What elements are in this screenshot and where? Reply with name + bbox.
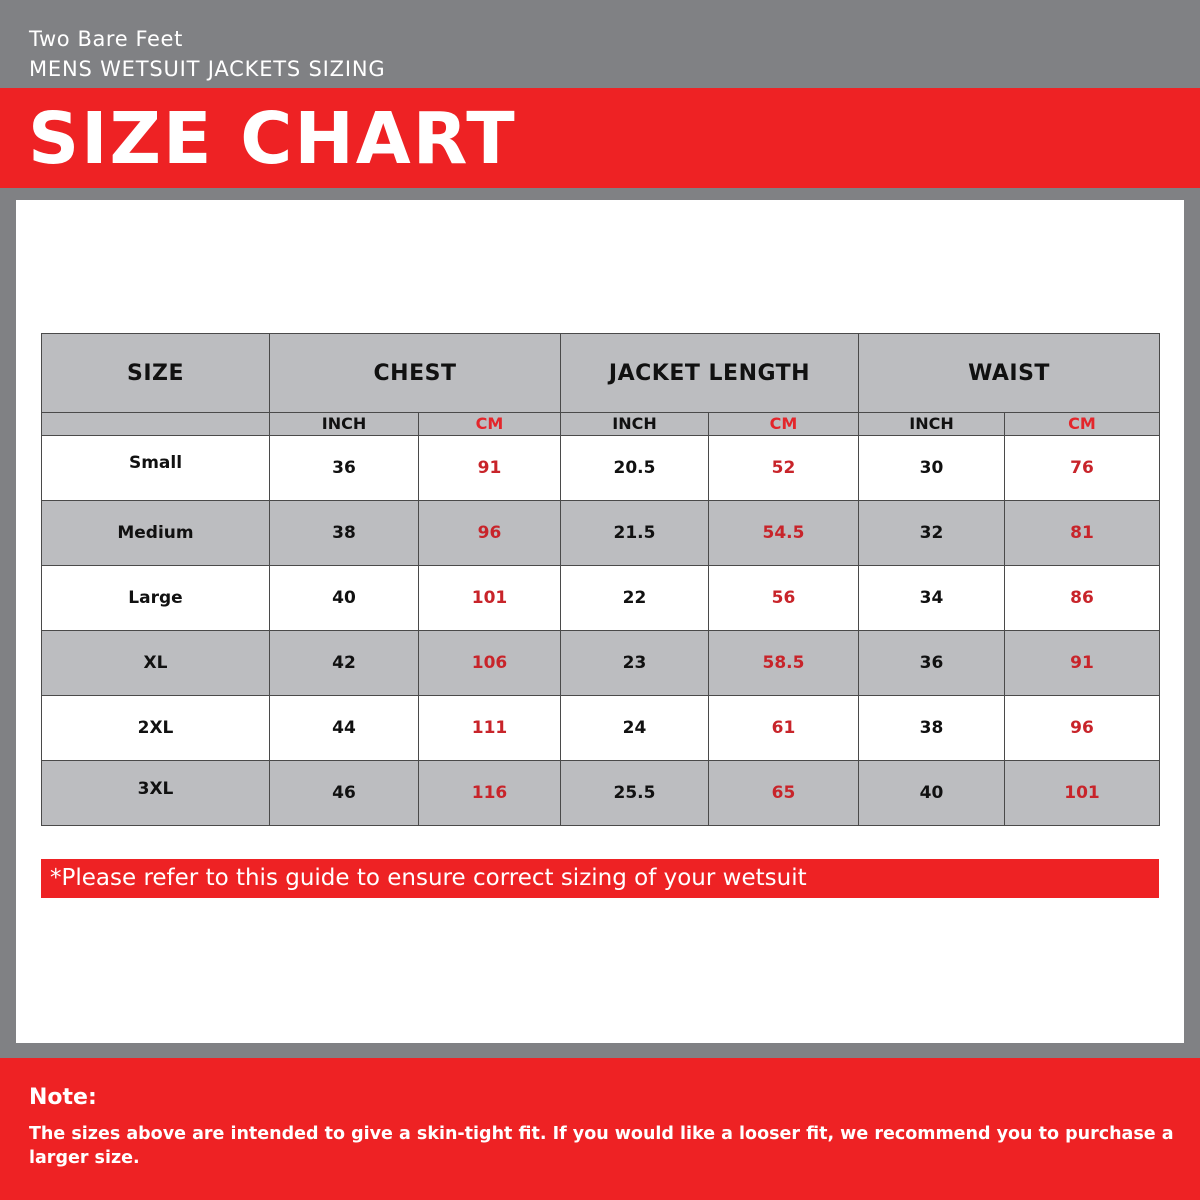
chest-cm-cell: 116: [419, 761, 561, 826]
column-header-jacket-length: JACKET LENGTH: [561, 334, 859, 413]
brand-name: Two Bare Feet: [29, 27, 183, 51]
top-header-bar: [0, 0, 1200, 88]
length-inch-cell: 24: [561, 696, 709, 761]
units-blank: [42, 413, 270, 436]
size-cell: Medium: [42, 501, 270, 566]
unit-inch: INCH: [270, 413, 419, 436]
chest-inch-cell: 36: [270, 436, 419, 501]
waist-cm-cell: 91: [1005, 631, 1160, 696]
length-cm-cell: 58.5: [709, 631, 859, 696]
chest-inch-cell: 38: [270, 501, 419, 566]
waist-cm-cell: 86: [1005, 566, 1160, 631]
chest-cm-cell: 91: [419, 436, 561, 501]
page-subtitle: MENS WETSUIT JACKETS SIZING: [29, 57, 386, 81]
length-cm-cell: 65: [709, 761, 859, 826]
table-header-row: [42, 334, 1160, 413]
length-cm-cell: 54.5: [709, 501, 859, 566]
chest-inch-cell: 44: [270, 696, 419, 761]
table-row: [42, 501, 1160, 566]
chest-cm-cell: 106: [419, 631, 561, 696]
length-inch-cell: 23: [561, 631, 709, 696]
waist-cm-cell: 81: [1005, 501, 1160, 566]
size-table: [41, 333, 1160, 826]
length-inch-cell: 21.5: [561, 501, 709, 566]
unit-cm: CM: [1005, 413, 1160, 436]
column-header-size: SIZE: [42, 334, 270, 413]
length-inch-cell: 25.5: [561, 761, 709, 826]
footer-note-section: [0, 1058, 1200, 1200]
unit-cm: CM: [419, 413, 561, 436]
unit-inch: INCH: [561, 413, 709, 436]
waist-inch-cell: 30: [859, 436, 1005, 501]
length-inch-cell: 20.5: [561, 436, 709, 501]
waist-inch-cell: 36: [859, 631, 1005, 696]
waist-inch-cell: 32: [859, 501, 1005, 566]
sizing-guide-text: *Please refer to this guide to ensure correct sizing of your wetsuit: [50, 865, 807, 891]
units-row: [42, 413, 1160, 436]
chest-cm-cell: 111: [419, 696, 561, 761]
waist-cm-cell: 96: [1005, 696, 1160, 761]
note-label: Note:: [29, 1085, 97, 1110]
size-cell: Large: [42, 566, 270, 631]
table-row: [42, 436, 1160, 501]
size-cell: 2XL: [42, 696, 270, 761]
size-cell: XL: [42, 631, 270, 696]
column-header-chest: CHEST: [270, 334, 561, 413]
waist-cm-cell: 101: [1005, 761, 1160, 826]
table-row: [42, 566, 1160, 631]
size-cell: Small: [42, 436, 270, 501]
waist-cm-cell: 76: [1005, 436, 1160, 501]
chest-inch-cell: 40: [270, 566, 419, 631]
length-cm-cell: 52: [709, 436, 859, 501]
length-cm-cell: 56: [709, 566, 859, 631]
chest-inch-cell: 42: [270, 631, 419, 696]
waist-inch-cell: 40: [859, 761, 1005, 826]
waist-inch-cell: 34: [859, 566, 1005, 631]
unit-inch: INCH: [859, 413, 1005, 436]
sizing-guide-banner: [41, 859, 1159, 898]
table-row: [42, 631, 1160, 696]
table-row: [42, 761, 1160, 826]
length-cm-cell: 61: [709, 696, 859, 761]
chest-cm-cell: 101: [419, 566, 561, 631]
waist-inch-cell: 38: [859, 696, 1005, 761]
chest-inch-cell: 46: [270, 761, 419, 826]
column-header-waist: WAIST: [859, 334, 1160, 413]
table-row: [42, 696, 1160, 761]
unit-cm: CM: [709, 413, 859, 436]
size-cell: 3XL: [42, 761, 270, 826]
page-title: SIZE CHART: [28, 97, 517, 180]
length-inch-cell: 22: [561, 566, 709, 631]
note-text: The sizes above are intended to give a skin-tight fit. If you would like a looser fit, we recommend you to purchase a larger size.: [29, 1124, 1174, 1168]
chest-cm-cell: 96: [419, 501, 561, 566]
